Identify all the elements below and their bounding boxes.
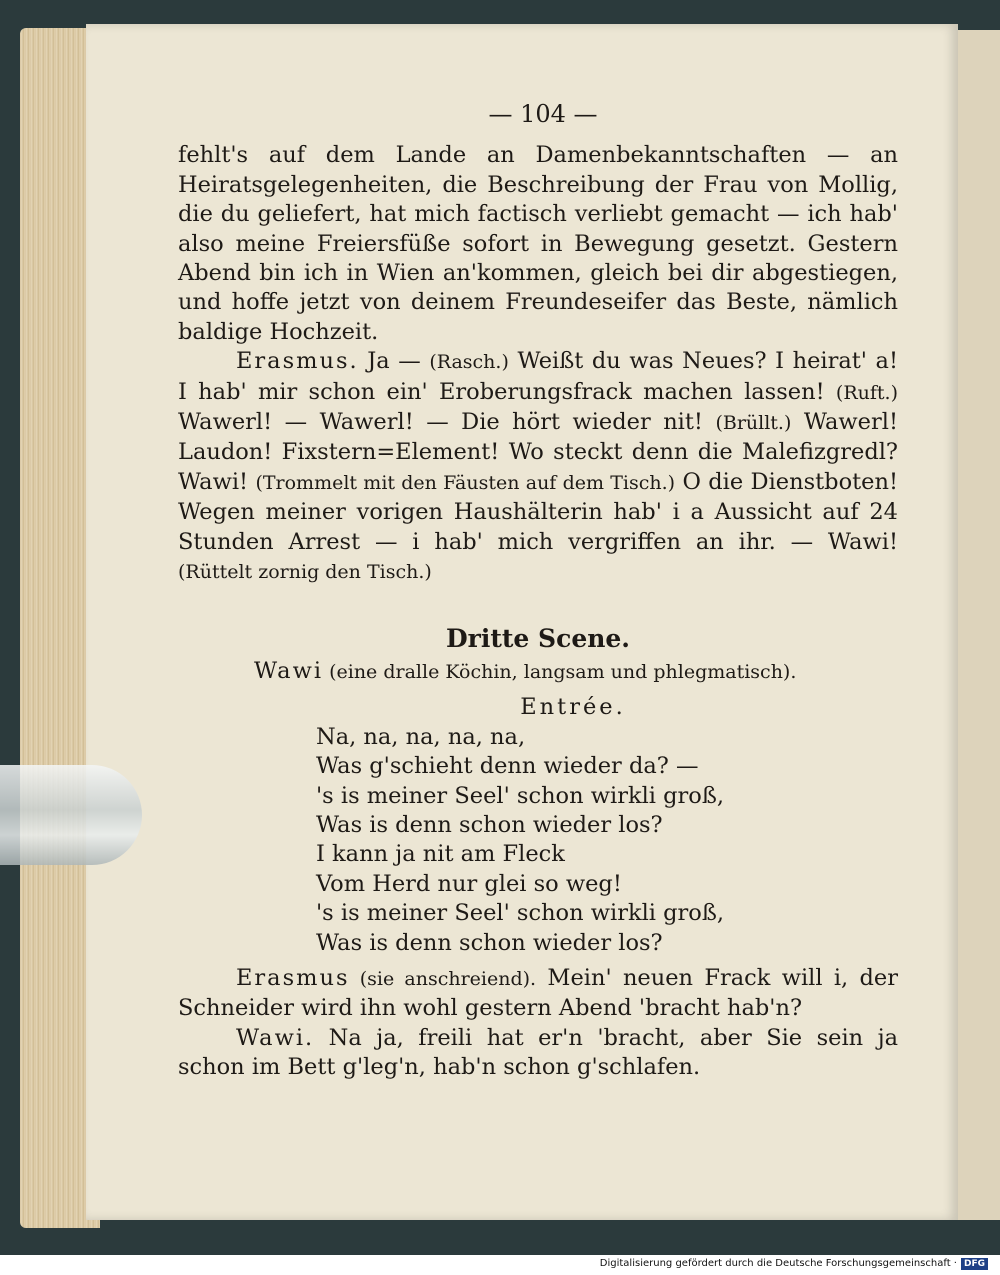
speaker-name: Wawi.: [236, 1024, 315, 1051]
verse-line: Was is denn schon wieder los?: [316, 929, 663, 956]
page-number: — 104 —: [488, 100, 598, 128]
dialogue-text: O die Dienstboten! Wegen meiner vorigen Haushälterin hab' i a Aussicht auf 24 Stunden Arrest — i hab' mich vergriffen an ihr. — Wawi!: [178, 468, 899, 555]
cast-line: [254, 657, 898, 687]
verse-line: Na, na, na, na, na,: [316, 723, 526, 750]
dialogue-text: Na ja, freili hat er'n 'bracht, aber Sie sein ja schon im Bett g'leg'n, hab'n schon g'schlafen.: [178, 1024, 898, 1081]
verse-line: 's is meiner Seel' schon wirkli groß,: [316, 900, 725, 927]
character-name: Wawi: [254, 657, 324, 684]
verse-line: 's is meiner Seel' schon wirkli groß,: [316, 782, 725, 809]
facing-page-edge: [958, 30, 1000, 1220]
dialogue-text: Mein' neuen Frack will i, der Schneider wird ihn wohl gestern Abend 'bracht hab'n?: [178, 964, 898, 1022]
stage-direction: (Trommelt mit den Fäusten auf dem Tisch.): [255, 471, 676, 494]
verse-line: Was g'schieht denn wieder da? —: [316, 753, 699, 780]
page-clip: [0, 765, 142, 865]
scene-title: Dritte Scene.: [445, 623, 631, 653]
paragraph-4: [178, 1024, 898, 1083]
dialogue-text: Ja —: [358, 348, 430, 375]
paragraph-1: fehlt's auf dem Lande an Damenbekanntschaften — an Heiratsgelegenheiten, die Beschreibung der Frau von Mollig, die du geliefert, hat mich factisch verliebt gemacht — ich hab' also meine Freiersfüße sofort in Bewegung gesetzt. Gestern Abend bin ich in Wien an'kommen, gleich bei dir abgestiegen, und hoffe jetzt von deinem Freundeseifer das Beste, nämlich baldige Hochzeit.: [178, 142, 898, 345]
dialogue-text: Wawerl! — Wawerl! — Die hört wieder nit!: [178, 409, 716, 436]
credit-text: Digitalisierung gefördert durch die Deutsche Forschungsgemeinschaft ·: [599, 1258, 957, 1269]
verse-line: Vom Herd nur glei so weg!: [316, 870, 622, 897]
character-description: (eine dralle Köchin, langsam und phlegmatisch).: [323, 660, 797, 683]
stage-direction: (Rüttelt zornig den Tisch.): [178, 561, 432, 584]
verse-line: I kann ja nit am Fleck: [316, 841, 565, 868]
funding-credit: [600, 1258, 988, 1270]
stage-direction: (Ruft.): [835, 381, 898, 404]
entree-heading: Entrée.: [520, 694, 626, 721]
dialogue-text: Wawerl! Laudon! Fixstern=Element! Wo steckt denn die Malefizgredl? Wawi!: [178, 409, 898, 495]
dialogue-text: Weißt du was Neues? I heirat' a! I hab' mir schon ein' Eroberungsfrack machen lassen!: [178, 348, 898, 405]
stage-direction: (sie anschreiend).: [349, 967, 537, 990]
stage-direction: (Brüllt.): [715, 412, 792, 435]
page-text: [178, 100, 898, 1083]
speaker-name: Erasmus.: [236, 348, 359, 375]
dfg-logo: DFG: [961, 1258, 988, 1270]
paragraph-3: [178, 964, 898, 1024]
verse-line: Was is denn schon wieder los?: [316, 811, 663, 838]
speaker-name: Erasmus: [236, 964, 350, 991]
paragraph-2: [178, 347, 898, 587]
stage-direction: (Rasch.): [429, 351, 509, 374]
song-verse: [316, 723, 898, 958]
